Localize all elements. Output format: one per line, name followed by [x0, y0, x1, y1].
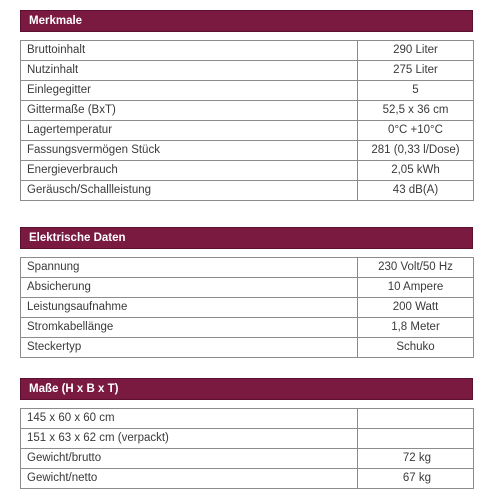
- section-header: Elektrische Daten: [20, 227, 473, 249]
- row-label: Nutzinhalt: [21, 61, 358, 81]
- row-label: 151 x 63 x 62 cm (verpackt): [21, 429, 358, 449]
- table-row: [21, 409, 474, 429]
- section-elektrische-daten: [20, 227, 473, 358]
- row-label: Leistungsaufnahme: [21, 298, 358, 318]
- table-row: [21, 298, 474, 318]
- table-row: [21, 41, 474, 61]
- row-value: 72 kg: [358, 449, 474, 469]
- section-header: Merkmale: [20, 10, 473, 32]
- row-label: Lagertemperatur: [21, 121, 358, 141]
- table-row: [21, 338, 474, 358]
- row-value: 290 Liter: [358, 41, 474, 61]
- table-row: [21, 429, 474, 449]
- table-row: [21, 181, 474, 201]
- row-label: Energieverbrauch: [21, 161, 358, 181]
- row-label: Geräusch/Schallleistung: [21, 181, 358, 201]
- section-merkmale: [20, 10, 473, 201]
- row-value: Schuko: [358, 338, 474, 358]
- row-label: Steckertyp: [21, 338, 358, 358]
- row-value: 230 Volt/50 Hz: [358, 258, 474, 278]
- row-label: Spannung: [21, 258, 358, 278]
- row-value: [358, 429, 474, 449]
- row-label: 145 x 60 x 60 cm: [21, 409, 358, 429]
- spec-table: [20, 408, 474, 489]
- table-row: [21, 449, 474, 469]
- row-label: Einlegegitter: [21, 81, 358, 101]
- table-row: [21, 318, 474, 338]
- row-label: Gewicht/netto: [21, 469, 358, 489]
- row-value: 281 (0,33 l/Dose): [358, 141, 474, 161]
- table-row: [21, 258, 474, 278]
- table-row: [21, 121, 474, 141]
- row-label: Stromkabellänge: [21, 318, 358, 338]
- row-value: 67 kg: [358, 469, 474, 489]
- row-value: 0°C +10°C: [358, 121, 474, 141]
- row-label: Bruttoinhalt: [21, 41, 358, 61]
- row-value: 52,5 x 36 cm: [358, 101, 474, 121]
- table-row: [21, 161, 474, 181]
- row-value: 275 Liter: [358, 61, 474, 81]
- row-value: 5: [358, 81, 474, 101]
- table-row: [21, 141, 474, 161]
- table-row: [21, 469, 474, 489]
- row-label: Fassungsvermögen Stück: [21, 141, 358, 161]
- row-value: 200 Watt: [358, 298, 474, 318]
- section-header: Maße (H x B x T): [20, 378, 473, 400]
- row-value: [358, 409, 474, 429]
- row-label: Absicherung: [21, 278, 358, 298]
- row-value: 1,8 Meter: [358, 318, 474, 338]
- table-row: [21, 101, 474, 121]
- row-label: Gewicht/brutto: [21, 449, 358, 469]
- table-row: [21, 81, 474, 101]
- spec-table: [20, 40, 474, 201]
- row-value: 2,05 kWh: [358, 161, 474, 181]
- row-value: 10 Ampere: [358, 278, 474, 298]
- table-row: [21, 61, 474, 81]
- section-masse: [20, 378, 473, 489]
- row-label: Gittermaße (BxT): [21, 101, 358, 121]
- table-row: [21, 278, 474, 298]
- spec-table: [20, 257, 474, 358]
- row-value: 43 dB(A): [358, 181, 474, 201]
